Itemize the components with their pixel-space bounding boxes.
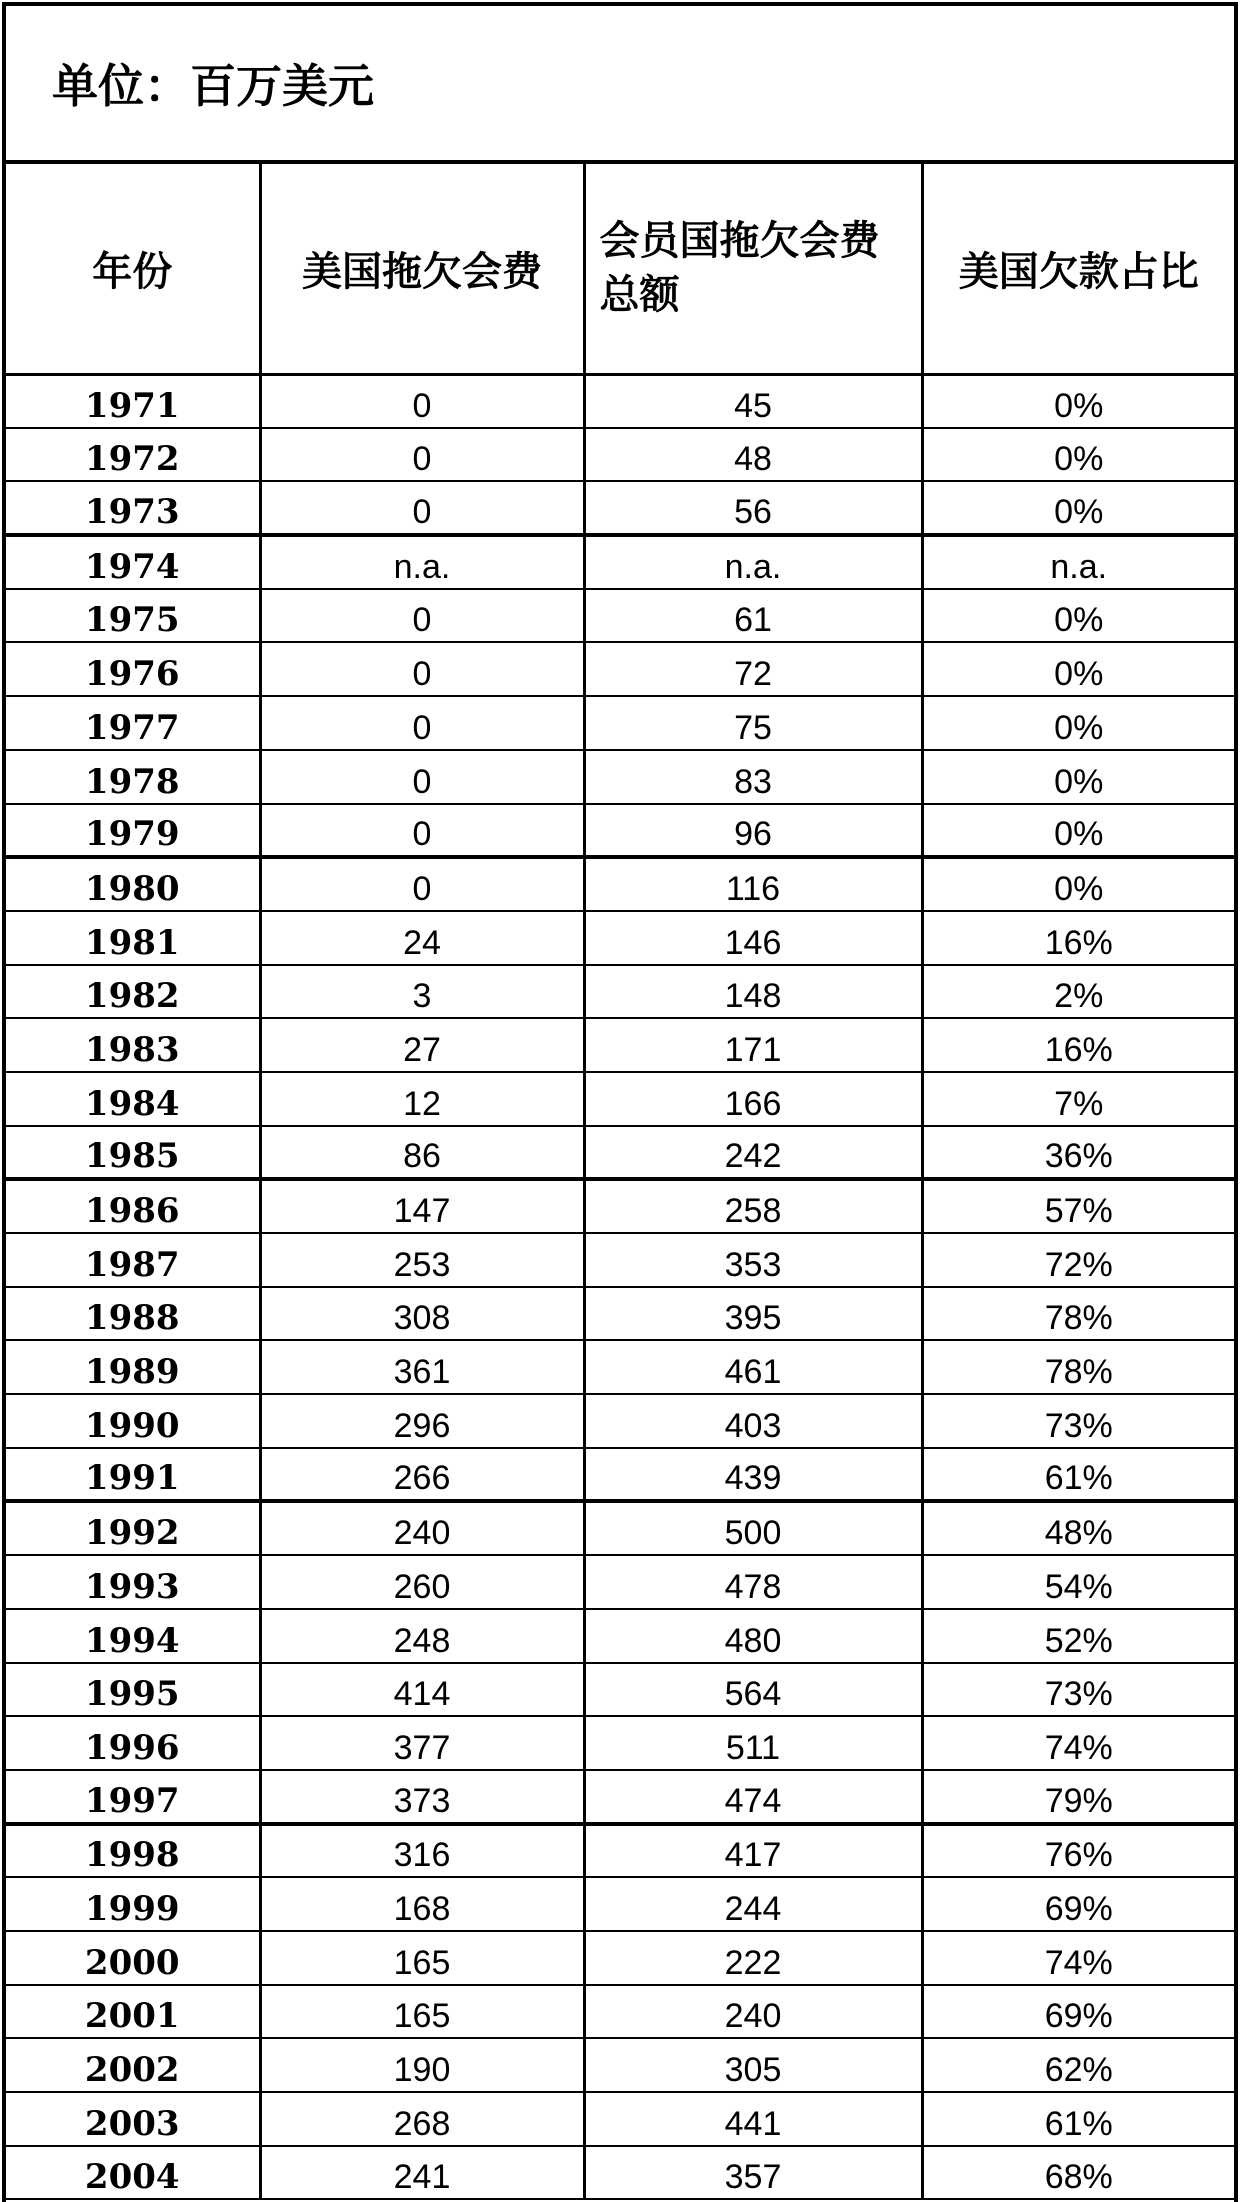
- us-share-cell: 0%: [922, 642, 1234, 696]
- total-arrears-cell: 96: [584, 804, 922, 858]
- total-arrears-cell: 258: [584, 1179, 922, 1233]
- year-cell: 1987: [6, 1233, 260, 1287]
- year-cell: 1973: [6, 481, 260, 535]
- total-arrears-cell: 480: [584, 1609, 922, 1663]
- table-row: [6, 2038, 1234, 2092]
- us-arrears-cell: 0: [260, 642, 584, 696]
- table-row: [6, 1501, 1234, 1555]
- us-share-cell: 0%: [922, 857, 1234, 911]
- total-arrears-cell: 75: [584, 696, 922, 750]
- total-arrears-cell: 148: [584, 965, 922, 1019]
- table-row: [6, 2092, 1234, 2146]
- total-arrears-cell: 564: [584, 1663, 922, 1717]
- table-row: [6, 857, 1234, 911]
- us-share-cell: 57%: [922, 1179, 1234, 1233]
- header-row: [6, 164, 1234, 374]
- total-arrears-cell: 461: [584, 1340, 922, 1394]
- total-arrears-cell: 166: [584, 1072, 922, 1126]
- us-arrears-cell: 0: [260, 857, 584, 911]
- table-body: [6, 374, 1234, 2199]
- table-row: [6, 1770, 1234, 1824]
- us-share-cell: 69%: [922, 1877, 1234, 1931]
- table-row: [6, 1877, 1234, 1931]
- us-share-cell: 68%: [922, 2146, 1234, 2200]
- total-arrears-cell: 244: [584, 1877, 922, 1931]
- year-cell: 1978: [6, 750, 260, 804]
- us-arrears-cell: 3: [260, 965, 584, 1019]
- table-row: [6, 1126, 1234, 1180]
- us-arrears-cell: 296: [260, 1394, 584, 1448]
- us-arrears-cell: 316: [260, 1824, 584, 1878]
- us-arrears-cell: 0: [260, 374, 584, 428]
- header-us-share: 美国欠款占比: [922, 164, 1234, 374]
- total-arrears-cell: 61: [584, 589, 922, 643]
- year-cell: 1976: [6, 642, 260, 696]
- year-cell: 2003: [6, 2092, 260, 2146]
- total-arrears-cell: 474: [584, 1770, 922, 1824]
- table-row: [6, 1985, 1234, 2039]
- us-arrears-cell: 147: [260, 1179, 584, 1233]
- year-cell: 1981: [6, 911, 260, 965]
- us-share-cell: 69%: [922, 1985, 1234, 2039]
- year-cell: 2004: [6, 2146, 260, 2200]
- total-arrears-cell: 45: [584, 374, 922, 428]
- total-arrears-cell: 116: [584, 857, 922, 911]
- table-row: [6, 1555, 1234, 1609]
- total-arrears-cell: 395: [584, 1287, 922, 1341]
- total-arrears-cell: 240: [584, 1985, 922, 2039]
- total-arrears-cell: 222: [584, 1931, 922, 1985]
- us-share-cell: 0%: [922, 374, 1234, 428]
- table-row: [6, 1931, 1234, 1985]
- header-total-arrears: [584, 164, 922, 374]
- year-cell: 1990: [6, 1394, 260, 1448]
- year-cell: 1996: [6, 1716, 260, 1770]
- year-cell: 1986: [6, 1179, 260, 1233]
- year-cell: 1975: [6, 589, 260, 643]
- total-arrears-cell: 56: [584, 481, 922, 535]
- us-arrears-cell: 253: [260, 1233, 584, 1287]
- header-total-arrears-line1: 会员国拖欠会费: [599, 218, 880, 265]
- us-share-cell: 78%: [922, 1287, 1234, 1341]
- us-arrears-cell: 414: [260, 1663, 584, 1717]
- us-share-cell: 61%: [922, 2092, 1234, 2146]
- total-arrears-cell: 305: [584, 2038, 922, 2092]
- year-cell: 1997: [6, 1770, 260, 1824]
- us-arrears-cell: 268: [260, 2092, 584, 2146]
- table-row: [6, 1179, 1234, 1233]
- total-arrears-cell: 171: [584, 1018, 922, 1072]
- year-cell: 1995: [6, 1663, 260, 1717]
- us-arrears-cell: 24: [260, 911, 584, 965]
- total-arrears-cell: 353: [584, 1233, 922, 1287]
- table-row: [6, 750, 1234, 804]
- us-arrears-cell: 308: [260, 1287, 584, 1341]
- table-row: [6, 642, 1234, 696]
- year-cell: 1974: [6, 535, 260, 589]
- table-row: [6, 1340, 1234, 1394]
- us-share-cell: 0%: [922, 481, 1234, 535]
- table-row: [6, 535, 1234, 589]
- us-arrears-cell: 0: [260, 750, 584, 804]
- header-year: 年份: [6, 164, 260, 374]
- us-share-cell: 72%: [922, 1233, 1234, 1287]
- table-row: [6, 1287, 1234, 1341]
- year-cell: 1998: [6, 1824, 260, 1878]
- us-share-cell: 52%: [922, 1609, 1234, 1663]
- header-us-arrears: 美国拖欠会费: [260, 164, 584, 374]
- us-share-cell: 7%: [922, 1072, 1234, 1126]
- total-arrears-cell: 478: [584, 1555, 922, 1609]
- table-row: [6, 911, 1234, 965]
- table-row: [6, 374, 1234, 428]
- us-arrears-cell: 0: [260, 804, 584, 858]
- us-arrears-cell: 12: [260, 1072, 584, 1126]
- us-arrears-cell: 0: [260, 696, 584, 750]
- us-arrears-cell: 373: [260, 1770, 584, 1824]
- year-cell: 2001: [6, 1985, 260, 2039]
- table-row: [6, 1018, 1234, 1072]
- year-cell: 1994: [6, 1609, 260, 1663]
- year-cell: 1992: [6, 1501, 260, 1555]
- us-arrears-cell: 248: [260, 1609, 584, 1663]
- table-row: [6, 965, 1234, 1019]
- us-share-cell: 61%: [922, 1448, 1234, 1502]
- us-arrears-cell: 260: [260, 1555, 584, 1609]
- year-cell: 1982: [6, 965, 260, 1019]
- table-row: [6, 481, 1234, 535]
- us-arrears-cell: 0: [260, 589, 584, 643]
- us-share-cell: 16%: [922, 911, 1234, 965]
- us-arrears-cell: 241: [260, 2146, 584, 2200]
- us-share-cell: 74%: [922, 1716, 1234, 1770]
- total-arrears-cell: 242: [584, 1126, 922, 1180]
- total-arrears-cell: 403: [584, 1394, 922, 1448]
- year-cell: 2000: [6, 1931, 260, 1985]
- table-row: [6, 1824, 1234, 1878]
- table-row: [6, 1663, 1234, 1717]
- total-arrears-cell: 48: [584, 428, 922, 482]
- table-row: [6, 589, 1234, 643]
- total-arrears-cell: 500: [584, 1501, 922, 1555]
- table-row: [6, 1233, 1234, 1287]
- table-row: [6, 804, 1234, 858]
- header-total-arrears-line2: 总额: [599, 272, 680, 319]
- table-row: [6, 1072, 1234, 1126]
- us-share-cell: 76%: [922, 1824, 1234, 1878]
- total-arrears-cell: 83: [584, 750, 922, 804]
- table-row: [6, 1716, 1234, 1770]
- us-share-cell: 54%: [922, 1555, 1234, 1609]
- year-cell: 1988: [6, 1287, 260, 1341]
- year-cell: 1993: [6, 1555, 260, 1609]
- total-arrears-cell: 146: [584, 911, 922, 965]
- total-arrears-cell: 511: [584, 1716, 922, 1770]
- us-arrears-cell: 0: [260, 428, 584, 482]
- total-arrears-cell: 439: [584, 1448, 922, 1502]
- us-arrears-cell: 165: [260, 1931, 584, 1985]
- us-share-cell: 0%: [922, 696, 1234, 750]
- year-cell: 1979: [6, 804, 260, 858]
- us-share-cell: 48%: [922, 1501, 1234, 1555]
- total-arrears-cell: n.a.: [584, 535, 922, 589]
- table-row: [6, 1609, 1234, 1663]
- table-row: [6, 2146, 1234, 2200]
- us-share-cell: 74%: [922, 1931, 1234, 1985]
- us-arrears-cell: 168: [260, 1877, 584, 1931]
- us-share-cell: n.a.: [922, 535, 1234, 589]
- us-share-cell: 2%: [922, 965, 1234, 1019]
- us-share-cell: 0%: [922, 804, 1234, 858]
- us-arrears-cell: 361: [260, 1340, 584, 1394]
- table-row: [6, 696, 1234, 750]
- us-share-cell: 0%: [922, 589, 1234, 643]
- us-arrears-cell: 165: [260, 1985, 584, 2039]
- us-arrears-cell: 27: [260, 1018, 584, 1072]
- table-row: [6, 1394, 1234, 1448]
- us-share-cell: 79%: [922, 1770, 1234, 1824]
- us-share-cell: 73%: [922, 1663, 1234, 1717]
- year-cell: 1999: [6, 1877, 260, 1931]
- us-share-cell: 73%: [922, 1394, 1234, 1448]
- us-arrears-cell: 240: [260, 1501, 584, 1555]
- us-arrears-cell: 266: [260, 1448, 584, 1502]
- year-cell: 2002: [6, 2038, 260, 2092]
- us-share-cell: 78%: [922, 1340, 1234, 1394]
- us-share-cell: 16%: [922, 1018, 1234, 1072]
- arrears-table: [6, 164, 1234, 2200]
- total-arrears-cell: 441: [584, 2092, 922, 2146]
- us-arrears-cell: 377: [260, 1716, 584, 1770]
- table-row: [6, 1448, 1234, 1502]
- year-cell: 1989: [6, 1340, 260, 1394]
- us-arrears-cell: 86: [260, 1126, 584, 1180]
- us-arrears-cell: 0: [260, 481, 584, 535]
- us-share-cell: 62%: [922, 2038, 1234, 2092]
- spreadsheet: [2, 2, 1238, 2202]
- year-cell: 1972: [6, 428, 260, 482]
- total-arrears-cell: 417: [584, 1824, 922, 1878]
- total-arrears-cell: 357: [584, 2146, 922, 2200]
- us-share-cell: 0%: [922, 428, 1234, 482]
- us-share-cell: 0%: [922, 750, 1234, 804]
- year-cell: 1980: [6, 857, 260, 911]
- year-cell: 1991: [6, 1448, 260, 1502]
- us-arrears-cell: 190: [260, 2038, 584, 2092]
- year-cell: 1983: [6, 1018, 260, 1072]
- us-arrears-cell: n.a.: [260, 535, 584, 589]
- table-row: [6, 428, 1234, 482]
- total-arrears-cell: 72: [584, 642, 922, 696]
- year-cell: 1985: [6, 1126, 260, 1180]
- year-cell: 1984: [6, 1072, 260, 1126]
- unit-label: 单位：百万美元: [6, 6, 1234, 164]
- year-cell: 1977: [6, 696, 260, 750]
- us-share-cell: 36%: [922, 1126, 1234, 1180]
- year-cell: 1971: [6, 374, 260, 428]
